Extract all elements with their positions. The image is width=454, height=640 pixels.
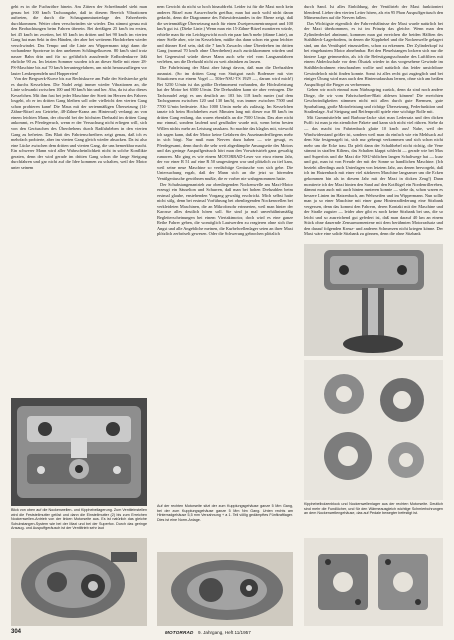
paragraph: Der Schubstangenantrieb zur obenliegenden Nockenwelle am Maxi-Motor erzeugt ein Säuselton und Schurren, daß man bei hohen Drehzahlen beim erstmal glaube, enstehenden Vorgang gewaltig erschrickt. Mich selbst hatte nicht stilg, denn bei erstmal Vorführung bei obenliegenden Nockenwellen bei verkleideten Maschinen, die an Mikrofonohr erinnerten, weil man hinter der Karosse alles deutlich hören soll. Sie sind ja mal unverhältnismäßig Begleiterscheinungen bei einem Viertaktmotor, doch wird es eine ganze Reihe Fahrer geben, die womöglich Lautwerden zu reagieren ohne sich ihre Angst und alle Angebliche meinen, die Kurbelwellenlager seien an ihrer Maxi plötzlich zerbröselt gewesen. Oder die Schwerung gebrochen plötzlich xyxy=(157,181,293,237)
caption-engine-top: Blick von oben auf die Nockenwellen- und Kipphebellagerung. Zum Ventileinstellen wird die Feststellmutter gelöst und dann die Einstellmutter (2) bis zum Erreichen xyxy=(11,508,147,517)
caption-camshaft-bearing: Kipphebelbolzenblock und Nockenwellenlager aus der rechten Motorseite. Deutlich sind mehr die Fundlöcher, und für den Wärmeausgleich wichtige Schmierbohrungen an dem Nockenwellengehäuse, das auf Pedale bewegter befestigt ist. xyxy=(304,502,443,515)
camshaft-bearing-photo xyxy=(304,360,443,500)
engine-top-photo xyxy=(11,398,147,506)
page-number: 304 xyxy=(11,629,22,635)
text-column-right xyxy=(304,4,443,240)
caption-right-engine-side: Auf der rechten Motorseite sitzt der zum Kupplungsgehäuse ganze 5 Mm Gang, bei der zum Kupplungsgehäuse ganze 5 Mm Nm Gang. Unten rechts am Hinterradgehäuse 5,5 mm Verzahnung + a 1. Teil völlig gedämpftes Fünfkraftlager. Dies ist eine Norm-Anlage. xyxy=(157,504,293,522)
caption-camshaft-drive-visible: Nockenwellen-Antrieb von der linken Motorseite aus. Es ist natürlich das gleiche Schubstangen-System wie bei der Maxi und bei der Superfox. Durch das geringe Ansaug- und Auspuffgeräusch ist der Ventiltrieb sehr laut xyxy=(11,517,147,530)
paragraph: durch Sand. Ist alles Einbildung, der Ventiltrieb der Maxi funktioniert blendend. Lieber den vierten Leiter hören, als ein 95 Phon Auspuffgeräusch den Mitmenschen auf die Nerven fallen. xyxy=(304,4,443,21)
paragraph: Die Fahrleistung der Maxi aber hängt davon, daß man die Drehzahlen ausnutzt. (So im dritten Gang von Stuttgart nach Bodensee mit vier Situationen nur einem Vogel — 50ler-NSU-TS 1929 —, darum wird mich!) Bei 5250 U/min ist das größte Drehmoment vorhanden, die Höchstleistung hat der Motor bei 6500 U/min. Die Drehzahlen kann sie aber vertragen. Die Tachonadel zeigt es uns deutlich an: 103 bis 118 km/h runter (auf dem Tachogramm zwischen 120 und 130 km/h), was immer zwischen 7500 und 7700 U/min bedeutete. Also 1000 U/min mehr als zulässig. Im Kesselchen tanzte ich beim Hochdrehen zwei Minuten lang mit dieser nur 80 km/h im dritten Gang entlang, das waren ebenfalls an die 7500 U/min. Das aber nicht nur einmal, sondern laufend und gesdhalter wurde mit, wenn beim besten Willen nichts mehr an Leistung rauskam. So machte das klaglos mit, wiewohl ich sagen kann, daß der Motor keine Gefahren des Auseinanderfliegens mehr in sich birgt. Nur muß man Nerven dazu haben — wie gesagt, es Pferdegesamt, denn durch die sehr weit abgedämpfte Ansaugseite des Motors und das geringe Auspuffgeräusch hört man den Vorwärtstrieb ganz gewaltig rumoren. Mir ging es wie einem MOTORRAD-Leser vor etwa einem Jahr, der vor einer R 51 auf eine R 50 umgestiegen war und plötzlich zu tief kam, weil seine neue Maschine so verdächtige Geräusche von sich gebe. Die Untersuchung ergab, daß der Mann sich an die jetzt so hörenden Ventilgeräusche gewöhnen mußte, die er vorher nie wahrgenommen hatte. xyxy=(157,65,293,181)
page-footer xyxy=(0,628,454,640)
paragraph: Das Wichtigste eigentlich der Fahrverhältnisse der Maxi wurde natürlich bei der Maxi überkommen, es ist im Prinzip das gleiche. Wenn man den Zylinderdeckel abnimmt, kommen man gut erreichen die beiden Hälften des Stahlblech-Lagerbodens, in denen die Kipphebel und die Nockenwelle gelagert sind, um das Ventilspiel einzustellen, schon zu erkennen. Der Zylinderkopf ist bei eingebautem Motor abnehmbar. Bei den Pleuelstangen lockern sich nur die hintere Lage geimmerhin, als ich die Befestigungsschraube des Luftfilters mit einem Abdeckschale vor dem Ölsatzk wieder in das vorgesehene Gewinde im Stahlblechrahmen einschrauben wollte und natürlich das leider unsichtbare Gewindeloch nicht finden konnte. Sonst ist alles recht gut zugänglich und bei einiger Übung wird man auch den Hinterradausbau lernen, ohne sich am heißen Auspufftopf die Finger zu verbrennen. xyxy=(304,20,443,87)
paragraph: Von der Bergwerk-Kurve bis zur Rechtskurve am Fuße der Steilstrecke geht es durchs Kesselchen. Die Nadel zeigt immer wieder Vibrationen an, die Linie schwankt zwischen 100 und 80 km/h hin und her. Aha, da ist also dieses Kesselchen. Mit ihm fast bei jeder Maschine der Streit im Herzen des Fahrers losgeht, ob er im dritten Gang bleiben soll oder vielleicht den vierten Gang schon probieren kann! Die Maus mit der serienmäßigen Übersetzung (14-Zähne-Ritzel am Getriebe, 48-Zähne-Kranz am Hinterrad) verlangt an von einem leichten Mann, der obwohl bei der höchsten Drehzahl im dritten Gang ankommt, es Pferdegeruch, wenn er der Versuchung nicht erliegen will, sich von den Geräuschen des Überdrehens durch Radfahrleben in den vierten Gang zu befreien. Das Blatt des Fahrtenschreibers zeigt genau, daß ich es mehrfach probierte, aber im vierten Gang gleich wieder absacken. Da ist also eine Lücke zwischen dem dritten und vierten Gang, die uns bemerkbar macht. Ein schwerer Mann wird aller Wahrscheinlichkeit nicht in solche Konflikte geraten, denn der wird gerade im dritten Gang schon die lange Steigung durchfahren und gar nicht auf die Idee kommen zu schalten, weil der Motor unter seinem xyxy=(11,76,147,170)
clutch-housing-photo xyxy=(157,552,293,626)
paragraph: nem Gewicht da nicht so hoch hinaufdreht. Leider ist für die Maxi noch kein anderes Ritzel zum Auswechseln greifbar, man hat auch wohl nicht daran gedacht, denn die Diagramme des Fahrwiderstandes in der Ebene zeigt, daß die serienmäßige Übersetzung nach für einen Zweipersonentransport und 100 km/h gut ist. (Dieke Linie.) Wenn man ein 15-Zähne-Ritzel montieren würde, erhielte man für ein Leichtgewicht noch ein paar km/h mehr (dünne Linie), an einer Stelle aber, wie im Kesselchen, müßte das dann schon ein ganz leichter und dünner Kerl sein, daß die 7 km/h Zuwachs ohne Überdrehen im dritten Gang (normal 70 km/h ohne Überdrehen) auch zurückkommen würden und bei Gegenwind würde dieser Mann auch sehr viel vom Langsamfahren verleben, um die Drehzahl nicht zu weit absinken zu lassen. xyxy=(157,4,293,65)
bearing-block-photo xyxy=(304,538,443,626)
text-column-left xyxy=(11,4,147,394)
issue-info: 9. Jahrgang, Heft 11/1957 xyxy=(198,630,251,635)
paragraph: Mit Gummistiefeln und Barbour-Jacke sitzt man Ledersatz und den dicken Puffi: ist man ja ein ziemlicher Pakete und kann sich nicht viel rühren. Stehe da — das macht im Fahrtenbuch glatte 10 km/h aus! Nahe, weil der Windwiderstand größer ist, sondern weil man da einfach wie ein Mehlsack auf dem Sitz festgenagelt ist, sich nur gebeugt verkommen und sich schon nicht mehr um die Ecke trau. Da pfelt dann der Schalthebel nicht richtig, die Vene stimmt in straffen Kiltens, das Schalten klappt schlecht — gerade wie bei Max und Superfots und die Maxi die NSU-üblichen langen Schaltwege hat — kurz und gut, man ist von Freude der mit der Sonne so handlichen Maschine. (Ich bezieht allerdings auch Unterlagen von letztem Jahr, aus denen hervorgeht, daß ich im Hatzenbach mit einer viel stärkeren Maschine langsamer um die Ecken gekommen bin als in diesem Jahr mit der Maxi in dicken Zeug!) Dann montierte ich der Maxi hinten den Sand auf den Kotflügel ein Nordenrillereben, dämmt man auch mit auch hinten runteren konnte — siehe da, schon waren es bessere Linien im Hatzenbach, am Wehrseifen und im Wippermann. Nun sollte man ja so einer Maschine mit einer ganz Hinterradfederung eine Sitzbank vergessen, denn das kommt den Fahrern, deren Kontakt mit der Maschine und der Straße zuguter — leider aber gibt es noch keine Sitzbank bei uns, die so leicht und so ausreichend gut gefedert ist, daß man darauf 40 km an einem Stück ohne dauernde Zensurmomentene mit dem berühmten Motorradsatz und den darauf folgenden Kreuz- und anderen Schmerzen nicht kriegen könne. Der Maxi wäre eine solide Sitzbank zu gönnen, denn die ohne Sitzbank xyxy=(304,114,443,237)
paragraph: geht es in die Fuchsröhre hinein. Am Zittern der Schreibnadel sieht man genau bei 100 km/h Tachoangabe, daß in diesem Bereich Vibrationen auftreten, die durch die Schaugummiunterlage des Fahrerbretts durchkommen. Weiter oben verschwinden sie wieder. Das stimmt genau mit den Beobachtungen beim Fahren überein. Bei dreißigen 25 km/h im ersten, bei 45 km/h im zweiten, bei 65 km/h im dritten und bei 90 km/h im vierten Gang hat man Sekt in den Händen, der aber bei weiterem Hochdrehen wieder verschwindet. Das Tempo und die Linie am Wippermann trägt dann die vorhandene Sportreue in den unebenen Schlängelkurven. 80 km/h sind trotz nasser Bahn drin und für so gefährlich ausufernde Erdbodenkurve läßt ehrliche 90 zu. Im letzten Sommer wurden ich an dieser Stelle mit einer 28-PS-Maschine bis auf 70 km/h heruntergefahren, um nicht herauszufliegen vor lauter Lenkerpendeln und Hoppereien! xyxy=(11,4,147,76)
magazine-title: MOTORRAD xyxy=(165,630,194,635)
pushrod-cylinder-photo xyxy=(304,244,443,356)
text-column-middle xyxy=(157,4,293,548)
camshaft-drive-photo xyxy=(11,538,147,626)
paragraph: Gehen wir noch einmal zum Nürburgring zurück, denn da sind noch andere Dinge, die wir vom Fahrtschreiber-Blatt ablesen können! Die erreichten Geschwindigkeiten stimmen nicht mit allen durch gute Bremsen, gute Spurhaltung, große Motorleistung und richtige Übersetzung, Federfunktion und Straßenlage. Auf Steigung und Reifenprofil spiele eine wichtige Rolle mit. xyxy=(304,87,443,115)
